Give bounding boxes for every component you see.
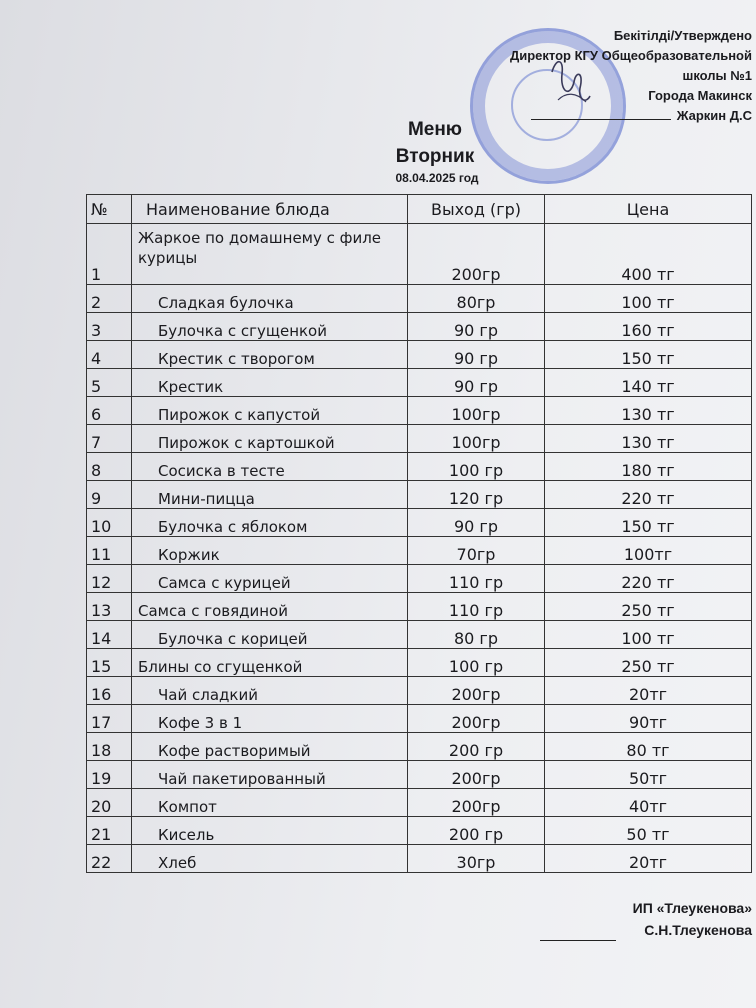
menu-day: Вторник <box>395 146 475 167</box>
cell-price: 100тг <box>545 537 752 565</box>
cell-weight: 200 гр <box>408 733 545 761</box>
cell-name: Пирожок с картошкой <box>132 425 408 453</box>
table-row <box>87 369 752 397</box>
header-name: Наименование блюда <box>132 195 408 224</box>
cell-weight: 110 гр <box>408 565 545 593</box>
cell-name: Крестик с творогом <box>132 341 408 369</box>
cell-price: 100 тг <box>545 621 752 649</box>
cell-num: 18 <box>87 733 132 761</box>
table-row <box>87 733 752 761</box>
cell-num: 10 <box>87 509 132 537</box>
cell-price: 80 тг <box>545 733 752 761</box>
cell-price: 160 тг <box>545 313 752 341</box>
cell-price: 150 тг <box>545 341 752 369</box>
approval-signer-row <box>510 106 752 126</box>
cell-weight: 90 гр <box>408 509 545 537</box>
cell-num: 12 <box>87 565 132 593</box>
cell-weight: 30гр <box>408 845 545 873</box>
cell-num: 19 <box>87 761 132 789</box>
cell-price: 100 тг <box>545 285 752 313</box>
cell-name: Мини-пицца <box>132 481 408 509</box>
table-row <box>87 565 752 593</box>
cell-price: 250 тг <box>545 593 752 621</box>
table-row <box>87 817 752 845</box>
cell-weight: 100гр <box>408 397 545 425</box>
table-row <box>87 621 752 649</box>
table-row <box>87 397 752 425</box>
cell-num: 15 <box>87 649 132 677</box>
cell-price: 130 тг <box>545 397 752 425</box>
cell-weight: 200гр <box>408 789 545 817</box>
cell-num: 21 <box>87 817 132 845</box>
table-header-row <box>87 195 752 224</box>
footer-signature-line <box>540 940 616 941</box>
cell-num: 7 <box>87 425 132 453</box>
table-row <box>87 649 752 677</box>
cell-price: 220 тг <box>545 565 752 593</box>
cell-num: 5 <box>87 369 132 397</box>
cell-weight: 70гр <box>408 537 545 565</box>
approval-title: Бекітілді/Утверждено <box>613 28 752 43</box>
table-body <box>87 224 752 873</box>
cell-weight: 100гр <box>408 425 545 453</box>
cell-name: Пирожок с капустой <box>132 397 408 425</box>
table-row <box>87 593 752 621</box>
cell-weight: 100 гр <box>408 453 545 481</box>
table-row <box>87 845 752 873</box>
approval-position: Директор КГУ Общеобразовательной <box>509 48 752 63</box>
cell-price: 400 тг <box>545 224 752 285</box>
cell-price: 40тг <box>545 789 752 817</box>
cell-price: 220 тг <box>545 481 752 509</box>
cell-name: Кофе растворимый <box>132 733 408 761</box>
cell-num: 11 <box>87 537 132 565</box>
menu-title: Меню <box>407 119 463 140</box>
cell-num: 16 <box>87 677 132 705</box>
cell-price: 250 тг <box>545 649 752 677</box>
cell-num: 4 <box>87 341 132 369</box>
cell-name: Кисель <box>132 817 408 845</box>
cell-name: Кофе 3 в 1 <box>132 705 408 733</box>
cell-num: 8 <box>87 453 132 481</box>
cell-num: 1 <box>87 224 132 285</box>
table-row <box>87 285 752 313</box>
cell-weight: 200гр <box>408 677 545 705</box>
table-row <box>87 224 752 285</box>
cell-num: 3 <box>87 313 132 341</box>
cell-price: 180 тг <box>545 453 752 481</box>
cell-name: Сосиска в тесте <box>132 453 408 481</box>
cell-price: 50 тг <box>545 817 752 845</box>
company-name: ИП «Тлеукенова» <box>632 900 752 916</box>
cell-num: 22 <box>87 845 132 873</box>
table-row <box>87 481 752 509</box>
cell-weight: 100 гр <box>408 649 545 677</box>
cell-name: Самса с курицей <box>132 565 408 593</box>
cell-price: 150 тг <box>545 509 752 537</box>
cell-name: Чай пакетированный <box>132 761 408 789</box>
cell-name: Булочка с сгущенкой <box>132 313 408 341</box>
cell-weight: 200гр <box>408 224 545 285</box>
table-row <box>87 705 752 733</box>
cell-num: 9 <box>87 481 132 509</box>
menu-date: 08.04.2025 год <box>395 171 479 185</box>
approval-city: Города Макинск <box>648 88 752 103</box>
cell-name: Компот <box>132 789 408 817</box>
cell-weight: 120 гр <box>408 481 545 509</box>
cell-num: 17 <box>87 705 132 733</box>
approval-block <box>510 26 752 126</box>
cell-name: Хлеб <box>132 845 408 873</box>
table-row <box>87 313 752 341</box>
cell-name: Булочка с яблоком <box>132 509 408 537</box>
table-row <box>87 425 752 453</box>
cell-price: 130 тг <box>545 425 752 453</box>
table-row <box>87 537 752 565</box>
approval-school: школы №1 <box>682 68 752 83</box>
cell-weight: 80 гр <box>408 621 545 649</box>
cell-name: Сладкая булочка <box>132 285 408 313</box>
cell-weight: 90 гр <box>408 341 545 369</box>
cell-price: 90тг <box>545 705 752 733</box>
cell-num: 20 <box>87 789 132 817</box>
cell-name: Коржик <box>132 537 408 565</box>
cell-num: 2 <box>87 285 132 313</box>
cell-name: Крестик <box>132 369 408 397</box>
approval-signature-line <box>531 107 671 120</box>
header-num: № <box>87 195 132 224</box>
cell-num: 13 <box>87 593 132 621</box>
cell-weight: 80гр <box>408 285 545 313</box>
table-row <box>87 453 752 481</box>
cell-price: 50тг <box>545 761 752 789</box>
cell-weight: 200гр <box>408 761 545 789</box>
cell-num: 6 <box>87 397 132 425</box>
cell-name: Чай сладкий <box>132 677 408 705</box>
cell-price: 140 тг <box>545 369 752 397</box>
cell-weight: 200 гр <box>408 817 545 845</box>
menu-table <box>86 194 752 873</box>
table-row <box>87 341 752 369</box>
table-row <box>87 789 752 817</box>
cell-price: 20тг <box>545 845 752 873</box>
table-row <box>87 677 752 705</box>
cell-weight: 90 гр <box>408 313 545 341</box>
cell-name: Булочка с корицей <box>132 621 408 649</box>
cell-weight: 90 гр <box>408 369 545 397</box>
cell-price: 20тг <box>545 677 752 705</box>
cell-num: 14 <box>87 621 132 649</box>
table-row <box>87 761 752 789</box>
title-block <box>380 116 490 186</box>
cell-weight: 200гр <box>408 705 545 733</box>
table-row <box>87 509 752 537</box>
cell-name: Самса с говядиной <box>132 593 408 621</box>
footer-signer: С.Н.Тлеукенова <box>644 922 752 938</box>
approval-signer: Жаркин Д.С <box>676 108 752 123</box>
cell-weight: 110 гр <box>408 593 545 621</box>
cell-name: Блины со сгущенкой <box>132 649 408 677</box>
header-price: Цена <box>545 195 752 224</box>
header-weight: Выход (гр) <box>408 195 545 224</box>
cell-name: Жаркое по домашнему с филе курицы <box>132 224 408 285</box>
